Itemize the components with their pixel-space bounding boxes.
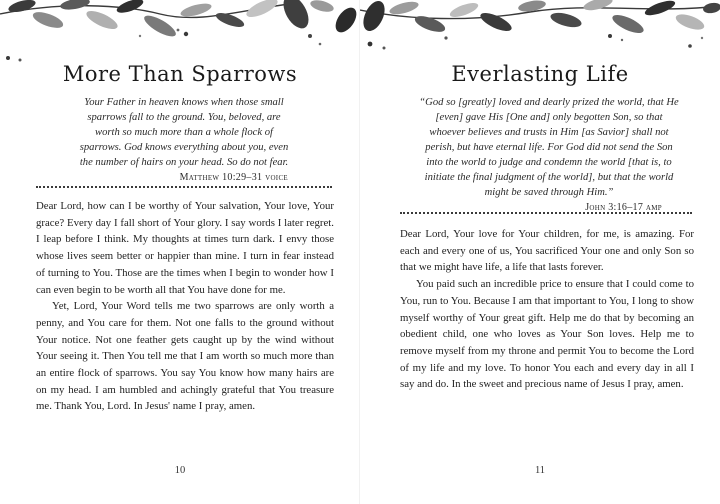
page-number: 10 bbox=[174, 465, 186, 476]
scripture-verse bbox=[78, 95, 290, 185]
prayer-paragraph: Dear Lord, Your love for Your children, for me, is amazing. For each and every one of us, You sacrificed Your one and only Son so that we might have life, a life that lasts forever. bbox=[400, 228, 694, 274]
prayer-body bbox=[36, 198, 334, 415]
dotted-divider bbox=[36, 186, 332, 188]
prayer-paragraph: Dear Lord, how can I be worthy of Your salvation, Your love, Your grace? Every day I fall short of Your glory. I say words I later regret. I leap before I think. My thoughts at times turn dark. I envy those whose lives seem better or happier than mine. I turn in fear instead of turning to You. Those are the times when I begin to wonder how I can even begin to be worth all that You have done for me. bbox=[36, 200, 334, 296]
page-title: More Than Sparrows bbox=[62, 62, 298, 86]
foliage-decoration-right bbox=[360, 0, 720, 62]
foliage-decoration-left bbox=[0, 0, 360, 62]
verse-text: Your Father in heaven knows when those small sparrows fall to the ground. You, beloved, are worth so much more than a whole flock of sparrows. God knows everything about you, even the number of hairs on your head. So do not fear. bbox=[79, 97, 289, 168]
prayer-body bbox=[400, 226, 694, 393]
scripture-verse bbox=[418, 95, 680, 215]
prayer-paragraph: You paid such an incredible price to ensure that I could come to You, run to You. Because I am that important to You, I long to show myself worthy of Your great gift. Help me do that by becoming an obedient child, one who loves as Your Son loves. Help me to remove myself from my throne and permit You to become the Lord of my life and my love. To honor You each and every day in all I say and do. In the sweet and precious name of Jesus I pray, amen. bbox=[400, 278, 694, 391]
verse-reference: Matthew 10:29–31 voice bbox=[179, 172, 288, 183]
verse-reference: John 3:16–17 amp bbox=[585, 202, 662, 213]
prayer-paragraph: Yet, Lord, Your Word tells me two sparrows are only worth a penny, and You care for them. Not one falls to the ground without Your notice. Not one feather gets caught up by the wind without Your seeing it. Then You tell me that I am worth so much more than an entire flock of sparrows. You say You know how many hairs are on my head. I am humbled and achingly grateful that You treasure me. Thank You, Lord. In Jesus' name I pray, amen. bbox=[36, 300, 334, 413]
page-title: Everlasting Life bbox=[451, 62, 629, 86]
dotted-divider bbox=[400, 212, 692, 214]
right-page bbox=[360, 0, 720, 504]
verse-text: “God so [greatly] loved and dearly prized the world, that He [even] gave His [One and] only begotten Son, so that whoever believes and trusts in Him [as Savior] shall not perish, but have eternal life. For God did not send the Son into the world to judge and condemn the world [that is, to initiate the final judgment of the world], but that the world might be saved through Him.” bbox=[419, 97, 679, 198]
page-number: 11 bbox=[534, 465, 546, 476]
